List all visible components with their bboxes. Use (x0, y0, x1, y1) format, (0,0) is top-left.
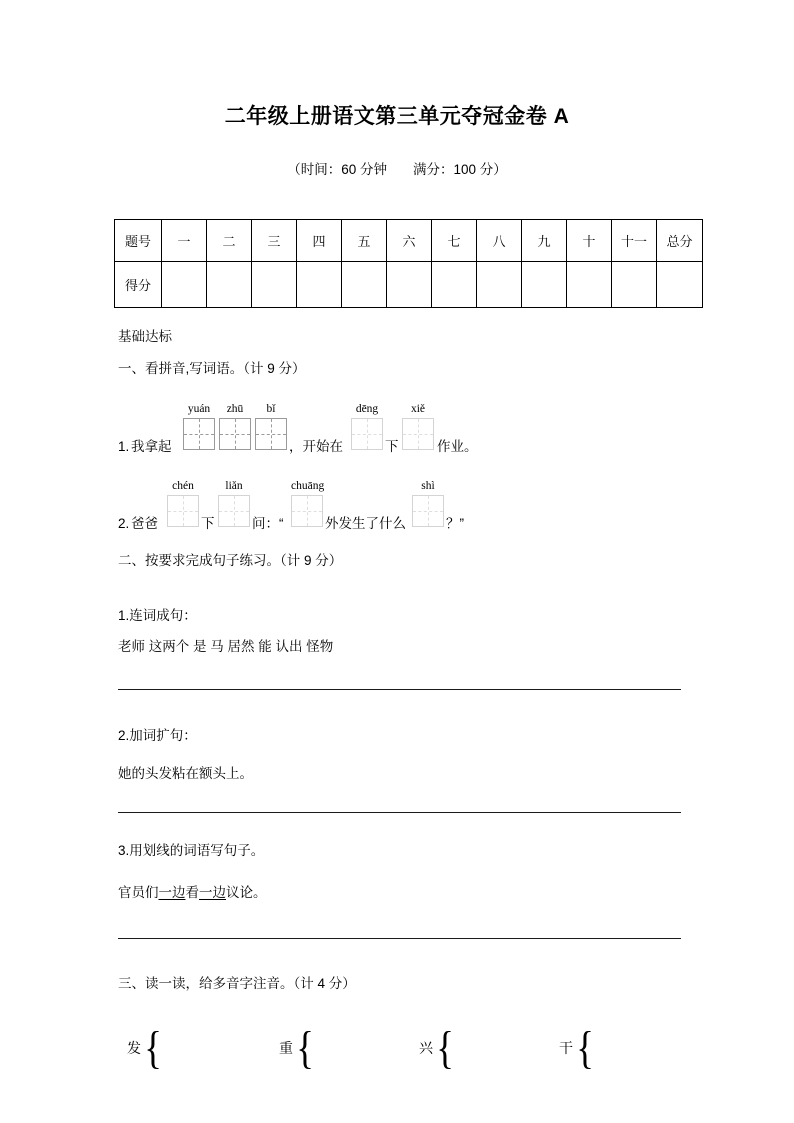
q2-item2-prompt: 加词扩句： (129, 728, 197, 743)
brace-icon-3: { (436, 1022, 454, 1073)
q2-item1-label (118, 609, 197, 623)
pinyin-deng: dēng (355, 403, 379, 415)
answer-line-q2-3[interactable] (118, 938, 681, 939)
score-cell-11[interactable] (612, 262, 657, 308)
score-cell-8[interactable] (477, 262, 522, 308)
tianzige-box-7[interactable] (218, 495, 250, 527)
q1-item1-number: 1. (118, 439, 130, 454)
q1-item2-text-mid-1: 下 (201, 516, 215, 531)
pinyin-yuan: yuán (187, 403, 211, 415)
answer-line-q2-2[interactable] (118, 812, 681, 813)
brace-icon-1: { (144, 1022, 162, 1073)
q1-item1-text-mid-2: 下 (385, 439, 399, 454)
q2-item3-label (118, 844, 264, 858)
score-table-col-total: 总分 (657, 220, 703, 262)
tianzige-box-1[interactable] (183, 418, 215, 450)
tianzige-box-8[interactable] (291, 495, 323, 527)
score-table-col-6: 六 (387, 220, 432, 262)
part-heading-basic: 基础达标 (118, 329, 172, 344)
q2-item2-number: 2. (118, 728, 130, 743)
polyphone-group-2[interactable] (279, 1022, 316, 1073)
score-cell-10[interactable] (567, 262, 612, 308)
q2-item3-part-4-underlined: 一边 (199, 885, 226, 900)
score-table-col-4: 四 (297, 220, 342, 262)
tianzige-box-5[interactable] (402, 418, 434, 450)
score-table-col-2: 二 (207, 220, 252, 262)
score-cell-total[interactable] (657, 262, 703, 308)
table-row-question-numbers (115, 220, 703, 262)
score-table-col-3: 三 (252, 220, 297, 262)
q2-item3-part-3: 看 (185, 885, 199, 900)
table-row-scores (115, 262, 703, 308)
pinyin-zhu: zhū (226, 403, 244, 415)
pinyin-shi: shì (421, 480, 435, 492)
section-heading-three: 三、读一读，给多音字注音。（计 4 分） (118, 976, 356, 991)
score-table-col-7: 七 (432, 220, 477, 262)
q2-item1-content: 老师 这两个 是 马 居然 能 认出 怪物 (118, 639, 334, 654)
score-table-col-8: 八 (477, 220, 522, 262)
tianzige-box-9[interactable] (412, 495, 444, 527)
exam-total-score: 满分：100 分） (413, 162, 507, 177)
q2-item1-prompt: 连词成句： (129, 608, 197, 623)
polyphone-char-zhong: 重 (279, 1040, 293, 1057)
score-table-row-header-score: 得分 (115, 262, 162, 308)
polyphone-group-3[interactable] (419, 1022, 456, 1073)
q1-item2-text-mid-3: 外发生了什么 (325, 516, 406, 531)
exam-meta (0, 158, 794, 178)
pinyin-xie: xiě (410, 403, 426, 415)
polyphone-char-xing: 兴 (419, 1040, 433, 1057)
q2-item3-part-5: 议论。 (226, 885, 267, 900)
q2-item2-content: 她的头发粘在额头上。 (118, 766, 253, 781)
brace-icon-2: { (296, 1022, 314, 1073)
polyphone-char-fa: 发 (127, 1040, 141, 1057)
score-cell-3[interactable] (252, 262, 297, 308)
score-table-col-11: 十一 (612, 220, 657, 262)
q1-item2-text-mid-2: 问：“ (252, 516, 284, 531)
score-table-col-5: 五 (342, 220, 387, 262)
score-table-col-9: 九 (522, 220, 567, 262)
pinyin-bi: bǐ (266, 403, 276, 415)
q2-item3-part-2-underlined: 一边 (158, 885, 186, 900)
tianzige-box-6[interactable] (167, 495, 199, 527)
q1-item2-text-before: 爸爸 (131, 516, 158, 531)
q2-item3-prompt: 用划线的词语写句子。 (129, 843, 265, 858)
tianzige-box-4[interactable] (351, 418, 383, 450)
q2-item3-part-1: 官员们 (118, 885, 159, 900)
q1-item2-text-end: ？” (446, 516, 464, 531)
score-table-row-header-question: 题号 (115, 220, 162, 262)
section-heading-one: 一、看拼音,写词语。（计 9 分） (118, 361, 306, 376)
score-cell-9[interactable] (522, 262, 567, 308)
score-table-col-1: 一 (162, 220, 207, 262)
section-heading-two: 二、按要求完成句子练习。（计 9 分） (118, 553, 343, 568)
score-cell-4[interactable] (297, 262, 342, 308)
score-table-col-10: 十 (567, 220, 612, 262)
q2-item1-number: 1. (118, 608, 130, 623)
q2-item3-number: 3. (118, 843, 130, 858)
score-table (114, 219, 703, 308)
q1-item1-text-end: 作业。 (437, 439, 478, 454)
q2-item2-label (118, 729, 197, 743)
answer-line-q2-1[interactable] (118, 689, 681, 690)
q1-item1-text-mid-1: ，开始在 (289, 439, 343, 454)
score-cell-6[interactable] (387, 262, 432, 308)
q2-item3-content (118, 886, 267, 900)
brace-icon-4: { (576, 1022, 594, 1073)
tianzige-box-3[interactable] (255, 418, 287, 450)
score-cell-1[interactable] (162, 262, 207, 308)
pinyin-lian: liǎn (225, 480, 243, 492)
pinyin-chen: chén (172, 480, 194, 492)
q1-item2-number: 2. (118, 516, 130, 531)
page-title: 二年级上册语文第三单元夺冠金卷 A (224, 105, 570, 128)
polyphone-group-4[interactable] (559, 1022, 596, 1073)
exam-time: （时间：60 分钟 (287, 162, 387, 177)
polyphone-char-gan: 干 (559, 1040, 573, 1057)
tianzige-box-2[interactable] (219, 418, 251, 450)
polyphone-group-1[interactable] (127, 1022, 164, 1073)
score-cell-2[interactable] (207, 262, 252, 308)
score-cell-7[interactable] (432, 262, 477, 308)
q1-item1-text-before: 我拿起 (131, 439, 172, 454)
score-cell-5[interactable] (342, 262, 387, 308)
pinyin-chuang: chuāng (291, 480, 325, 492)
